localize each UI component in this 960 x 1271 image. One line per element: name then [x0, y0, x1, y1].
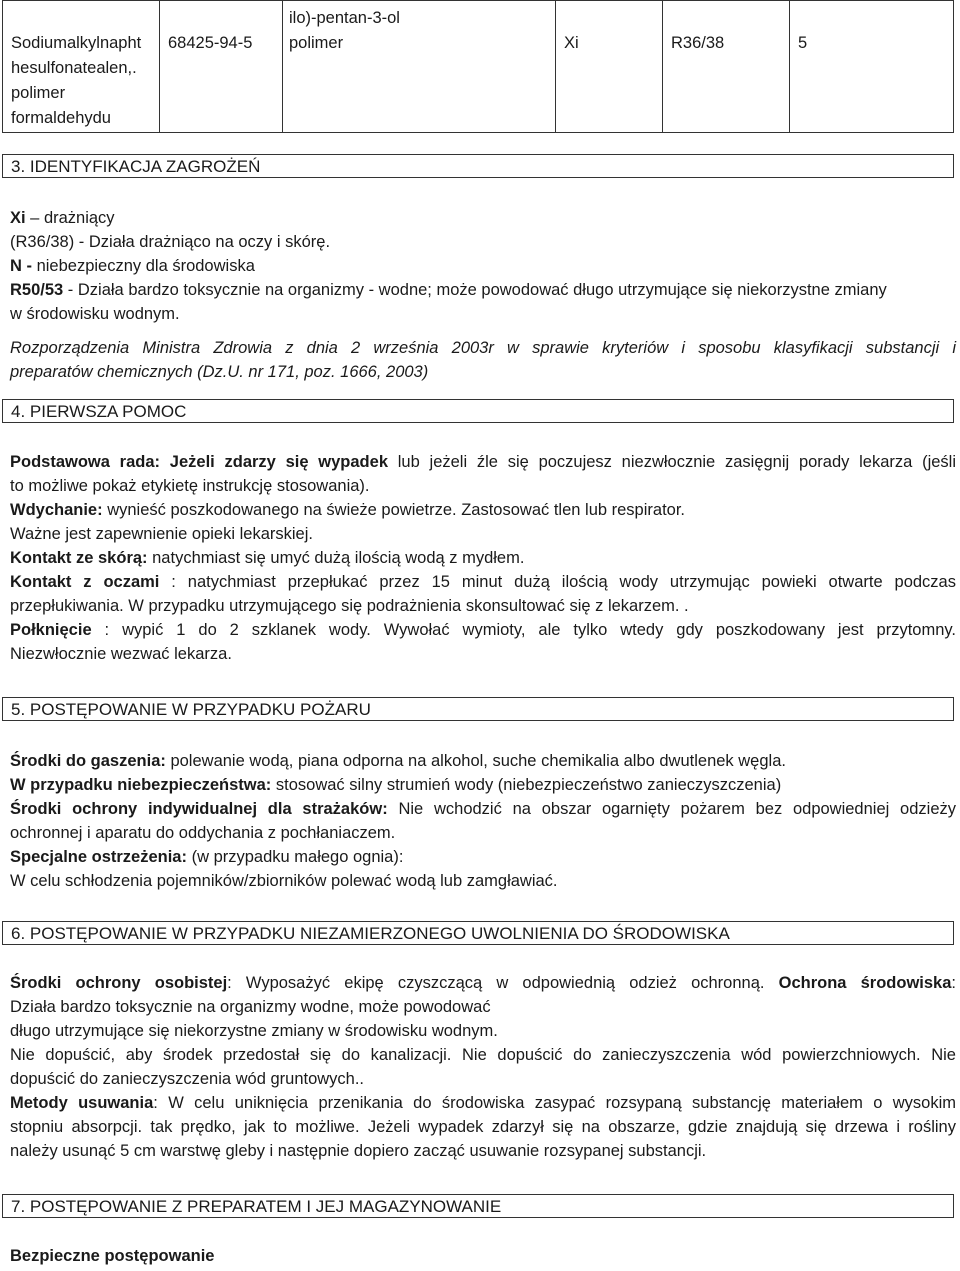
section-7-heading: 7. POSTĘPOWANIE Z PREPARATEM I JEJ MAGAZYNOWANIE: [2, 1194, 954, 1218]
medical-line: Ważne jest zapewnienie opieki lekarskiej.: [10, 525, 313, 543]
protect-label: Środki ochrony indywidualnej dla strażaków:: [10, 800, 388, 818]
section-6-body: [10, 971, 956, 1163]
percent-cell: 5: [790, 1, 954, 133]
skin-label: Kontakt ze skórą:: [10, 549, 148, 567]
name-line: formaldehydu: [11, 109, 111, 127]
name-fragment: ilo)-pentan-3-ol: [289, 9, 400, 27]
methods-line-2: stopniu absorpcji. tak prędko, jak to możliwe. Jeżeli wypadek zdarzył się na obszarze, gdzie znajdują się drzewa i rośliny: [10, 1118, 956, 1136]
swallow-line-2: Niezwłocznie wezwać lekarza.: [10, 645, 232, 663]
protect-line-2: ochronnej i aparatu do oddychania z pochłaniaczem.: [10, 824, 396, 842]
hazard-text: stosować silny strumień wody (niebezpieczeństwo zanieczyszczenia): [271, 776, 782, 794]
section-4-body: [10, 450, 956, 666]
env-label: Ochrona środowiska: [764, 974, 952, 992]
regulation-line-2: preparatów chemicznych (Dz.U. nr 171, poz. 1666, 2003): [10, 363, 429, 381]
methods-line-1: [10, 1091, 956, 1115]
drain-line-2: dopuścić do zanieczyszczenia wód gruntowych..: [10, 1070, 365, 1088]
advice-line-1: [10, 450, 956, 474]
env-line-2: długo utrzymujące się niekorzystne zmiany w środowisku wodnym.: [10, 1022, 498, 1040]
drain-line-1: Nie dopuścić, aby środek przedostał się do kanalizacji. Nie dopuścić do zanieczyszczenia wód powierzchniowych. Nie: [10, 1046, 956, 1064]
special-line: [10, 845, 956, 869]
advice-text: lub jeżeli źle się poczujesz niezwłocznie zasięgnij porady lekarza (jeśli: [388, 453, 957, 471]
methods-label: Metody usuwania: [10, 1094, 154, 1112]
protect-line-1: [10, 797, 956, 821]
section-5-body: [10, 749, 956, 893]
extinguish-label: Środki do gaszenia:: [10, 752, 166, 770]
n-code: N -: [10, 257, 32, 275]
section-4-heading: 4. PIERWSZA POMOC: [2, 399, 954, 423]
personal-text: : Wyposażyć ekipę czyszczącą w odpowiednią odzież ochronną.: [227, 974, 765, 992]
r5053-text: - Działa bardzo toksycznie na organizmy - wodne; może powodować długo utrzymujące się niekorzystne zmiany: [63, 281, 887, 299]
name-line: hesulfonatealen,.: [11, 59, 137, 77]
extinguish-line: [10, 749, 956, 773]
inhalation-text: wynieść poszkodowanego na świeże powietrze. Zastosować tlen lub respirator.: [102, 501, 685, 519]
inhalation-label: Wdychanie:: [10, 501, 103, 519]
eyes-line-1: [10, 570, 956, 594]
r5053-code: R50/53: [10, 281, 64, 299]
special-label: Specjalne ostrzeżenia:: [10, 848, 187, 866]
hazard-line: [10, 773, 956, 797]
section-6-heading: 6. POSTĘPOWANIE W PRZYPADKU NIEZAMIERZONEGO UWOLNIENIA DO ŚRODOWISKA: [2, 921, 954, 945]
skin-line: [10, 546, 956, 570]
advice-bold: Jeżeli zdarzy się wypadek: [160, 453, 388, 471]
special-text: (w przypadku małego ognia):: [186, 848, 404, 866]
risk-phrase-cell: R36/38: [663, 1, 790, 133]
n-text: niebezpieczny dla środowiska: [32, 257, 255, 275]
section-3-body: [10, 206, 956, 384]
xi-text: – drażniący: [25, 209, 115, 227]
methods-text: : W celu uniknięcia przenikania do środowiska zasypać rozsypaną substancję materiałem o wysokim: [153, 1094, 956, 1112]
extinguish-text: polewanie wodą, piana odporna na alkohol, suche chemikalia albo dwutlenek węgla.: [165, 752, 786, 770]
protect-text: Nie wchodzić na obszar ogarnięty pożarem bez odpowiedniej odzieży: [387, 800, 956, 818]
personal-line: [10, 971, 956, 995]
swallow-line-1: [10, 618, 956, 642]
skin-text: natychmiast się umyć dużą ilością wodą z mydłem.: [147, 549, 525, 567]
xi-code: Xi: [10, 209, 26, 227]
env-colon: :: [951, 974, 956, 992]
section-7-body: [10, 1244, 956, 1268]
substance-type: polimer: [289, 34, 344, 52]
r5053-line: [10, 278, 956, 302]
section-3-heading: 3. IDENTYFIKACJA ZAGROŻEŃ: [2, 154, 954, 178]
env-line-1: Działa bardzo toksycznie na organizmy wodne, może powodować: [10, 998, 491, 1016]
table-row: [3, 1, 954, 133]
r5053-line-2: w środowisku wodnym.: [10, 305, 180, 323]
eyes-text: : natychmiast przepłukać przez 15 minut dużą ilością wody utrzymując powieki otwarte podczas: [159, 573, 956, 591]
personal-label: Środki ochrony osobistej: [10, 974, 228, 992]
hazard-label: W przypadku niebezpieczeństwa:: [10, 776, 272, 794]
symbol-cell: Xi: [556, 1, 663, 133]
name-line: Sodiumalkylnapht: [11, 34, 142, 52]
swallow-text: : wypić 1 do 2 szklanek wody. Wywołać wymioty, ale tylko wtedy gdy poszkodowany jest przytomny.: [91, 621, 956, 639]
advice-line-2: to możliwe pokaż etykietę instrukcję stosowania).: [10, 477, 370, 495]
inhalation-line: [10, 498, 956, 522]
substance-cell: [283, 1, 556, 133]
section-5-heading: 5. POSTĘPOWANIE W PRZYPADKU POŻARU: [2, 697, 954, 721]
methods-line-3: należy usunąć 5 cm warstwę gleby i następnie dopiero zacząć usuwanie rozsypanej substancji.: [10, 1142, 707, 1160]
eyes-line-2: przepłukiwania. W przypadku utrzymującego się podrażnienia skonsultować się z lekarzem. .: [10, 597, 689, 615]
eyes-label: Kontakt z oczami: [10, 573, 160, 591]
cas-cell: 68425-94-5: [160, 1, 283, 133]
r3638-line: (R36/38) - Działa drażniąco na oczy i skórę.: [10, 233, 331, 251]
swallow-label: Połknięcie: [10, 621, 92, 639]
substance-name-cell: [3, 1, 160, 133]
n-line: [10, 254, 956, 278]
advice-label: Podstawowa rada:: [10, 453, 161, 471]
composition-table: [2, 0, 954, 133]
cooling-line: W celu schłodzenia pojemników/zbiorników polewać wodą lub zamgławiać.: [10, 872, 558, 890]
xi-line: [10, 206, 956, 230]
regulation-line-1: Rozporządzenia Ministra Zdrowia z dnia 2 września 2003r w sprawie kryteriów i sposobu klasyfikacji substancji i: [10, 339, 956, 357]
safe-handling-heading: Bezpieczne postępowanie: [10, 1247, 215, 1265]
name-line: polimer: [11, 84, 66, 102]
